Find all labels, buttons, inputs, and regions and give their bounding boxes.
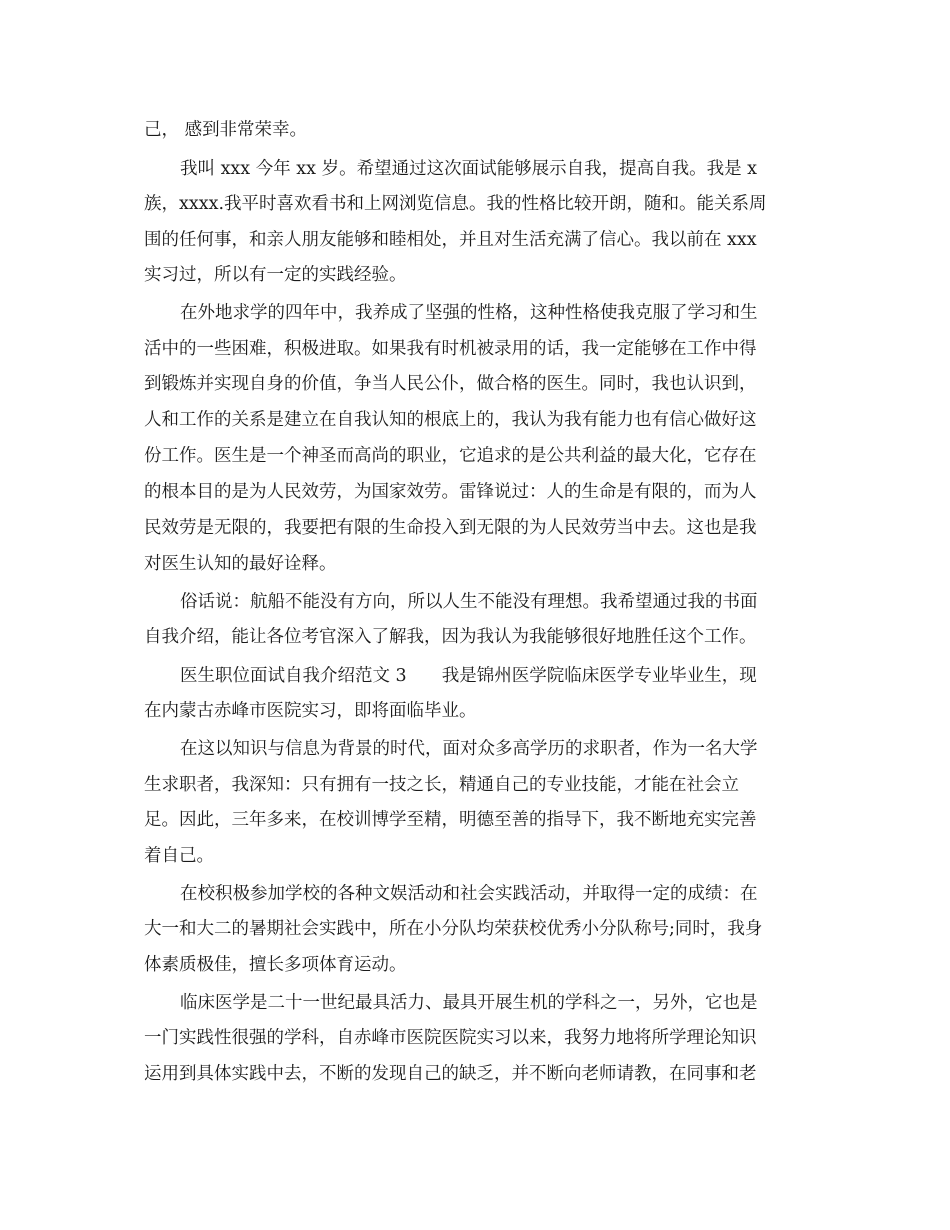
paragraph-start-line: 在这以知识与信息为背景的时代，面对众多高学历的求职者，作为一名大学 bbox=[180, 739, 758, 759]
paragraph-start-line: 我叫 xxx 今年 xx 岁。希望通过这次面试能够展示自我，提高自我。我是 x bbox=[180, 159, 758, 179]
text-line: 族，xxxx.我平时喜欢看书和上网浏览信息。我的性格比较开朗，随和。能关系周 bbox=[144, 194, 767, 214]
text-line: 实习过，所以有一定的实践经验。 bbox=[144, 265, 407, 285]
text-line: 活中的一些困难，积极进取。如果我有时机被录用的话，我一定能够在工作中得 bbox=[144, 339, 757, 359]
text-line: 的根本目的是为人民效劳，为国家效劳。雷锋说过：人的生命是有限的，而为人 bbox=[144, 482, 757, 502]
paragraph-start-line: 临床医学是二十一世纪最具活力、最具开展生机的学科之一，另外，它也是 bbox=[180, 993, 758, 1013]
text-line: 着自己。 bbox=[144, 846, 214, 866]
text-line: 体素质极佳，擅长多项体育运动。 bbox=[144, 955, 407, 975]
text-line: 围的任何事，和亲人朋友能够和睦相处，并且对生活充满了信心。我以前在 xxx bbox=[144, 230, 757, 250]
text-line: 人和工作的关系是建立在自我认知的根底上的，我认为我有能力也有信心做好这 bbox=[144, 410, 757, 430]
text-line: 己， 感到非常荣幸。 bbox=[144, 120, 308, 140]
text-line: 足。因此，三年多来，在校训博学至精，明德至善的指导下，我不断地充实完善 bbox=[144, 810, 757, 830]
text-line: 大一和大二的暑期社会实践中，所在小分队均荣获校优秀小分队称号;同时，我身 bbox=[144, 919, 763, 939]
text-line: 运用到具体实践中去，不断的发现自己的缺乏，并不断向老师请教，在同事和老 bbox=[144, 1064, 757, 1084]
paragraph-start-line: 在外地求学的四年中，我养成了坚强的性格，这种性格使我克服了学习和生 bbox=[180, 303, 758, 323]
paragraph-start-line: 医生职位面试自我介绍范文 3 我是锦州医学院临床医学专业毕业生，现 bbox=[180, 666, 757, 686]
text-line: 在内蒙古赤峰市医院实习，即将面临毕业。 bbox=[144, 701, 477, 721]
text-line: 到锻炼并实现自身的价值，争当人民公仆，做合格的医生。同时，我也认识到， bbox=[144, 374, 757, 394]
text-line: 份工作。医生是一个神圣而高尚的职业，它追求的是公共利益的最大化，它存在 bbox=[144, 446, 757, 466]
text-line: 一门实践性很强的学科，自赤峰市医院医院实习以来，我努力地将所学理论知识 bbox=[144, 1028, 757, 1048]
text-line: 对医生认知的最好诠释。 bbox=[144, 554, 337, 574]
paragraph-start-line: 在校积极参加学校的各种文娱活动和社会实践活动，并取得一定的成绩：在 bbox=[180, 884, 758, 904]
text-line: 自我介绍，能让各位考官深入了解我，因为我认为我能够很好地胜任这个工作。 bbox=[144, 627, 757, 647]
paragraph-start-line: 俗话说：航船不能没有方向，所以人生不能没有理想。我希望通过我的书面 bbox=[180, 592, 758, 612]
text-line: 生求职者，我深知：只有拥有一技之长，精通自己的专业技能，才能在社会立 bbox=[144, 775, 739, 795]
text-line: 民效劳是无限的，我要把有限的生命投入到无限的为人民效劳当中去。这也是我 bbox=[144, 518, 757, 538]
